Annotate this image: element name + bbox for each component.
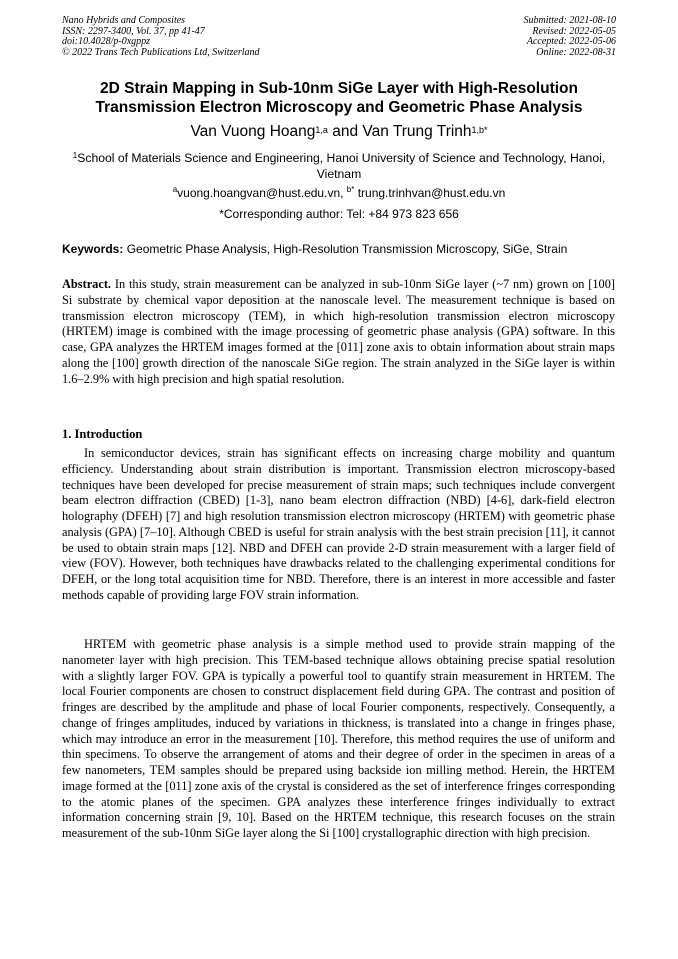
abstract <box>62 277 615 387</box>
corresponding-author: *Corresponding author: Tel: +84 973 823 656 <box>219 207 459 221</box>
abstract-label: Abstract. <box>62 277 112 291</box>
author-2-affiliation-mark: 1,b* <box>471 125 488 135</box>
keywords-text: Geometric Phase Analysis, High-Resolution Transmission Microscopy, SiGe, Strain <box>123 242 568 256</box>
affiliation-mark: 1 <box>72 151 78 160</box>
abstract-text: In this study, strain measurement can be analyzed in sub-10nm SiGe layer (~7 nm) grown on [100] Si substrate by chemical vapor deposition at the nanoscale level. The measurement technique is based on transmission electron microscopy (TEM), in which high-resolution transmission electron microscopy (HRTEM) image is combined with the image processing of geometric phase analysis (GPA) software. In this case, GPA analyzes the HRTEM images formed at the [011] zone axis to obtain information about strain maps along the [100] growth direction of the nanoscale SiGe region. The strain analyzed in the SiGe layer is within 1.6–2.9% with high precision and high spatial resolution. <box>62 277 615 386</box>
paper-title <box>40 79 638 117</box>
accepted-date: Accepted: 2022-05-06 <box>526 36 616 47</box>
introduction-paragraph-2: HRTEM with geometric phase analysis is a simple method used to provide strain mapping of the nanometer layer with high precision. This TEM-based technique allows obtaining precise spatial resolution with a slightly larger FOV. GPA is typically a powerful tool to quantify strain measurement in HRTEM. The local Fourier components are chosen to construct displacement field during GPA. The contrast and position of fringes are described by the amplitude and phase of local Fourier components, respectively. Consequently, a change of fringes amplitudes, induced by variations in thickness, is translated into a change in fringes phase, which may introduce an error in the measurement [10]. Therefore, this method requires the use of uniform and thin specimens. To observe the arrangement of atoms and their degree of order in the specimen in areas of a few nanometers, TEM samples should be prepared using backside ion milling method. Herein, the HRTEM image formed at the [011] zone axis of the crystal is considered as the set of interference fringes corresponding to the atomic planes of the specimen. GPA analyzes these interference fringes individually to extract information concerning strain [9, 10]. Based on the HRTEM technique, this research focuses on the strain measurement of the sub-10nm SiGe layer along the Si [100] crystallographic direction with high precision. <box>62 637 615 840</box>
author-list <box>40 122 638 142</box>
online-date: Online: 2022-08-31 <box>536 46 616 58</box>
section-heading-introduction: 1. Introduction <box>62 427 143 441</box>
revised-date: Revised: 2022-05-05 <box>532 25 616 37</box>
introduction-paragraph-1: In semiconductor devices, strain has significant effects on increasing charge mobility and quantum efficiency. Understanding about strain distribution is important. Transmission electron microscopy-based techniques have been developed for precise measurement of strain maps; such techniques include convergent beam electron diffraction (CBED) [1-3], nano beam electron diffraction (NBD) [4-6], dark-field electron holography (DFEH) [7] and high resolution transmission electron microscopy (HRTEM) with geometric phase analysis (GPA) [7–10]. Although CBED is useful for strain analysis with the best strain precision [11], it cannot be used to obtain strain maps [12]. NBD and DFEH can provide 2-D strain measurement with a larger field of view (FOV). However, both techniques have drawbacks related to the challenging experimental conditions for DFEH, or the long total acquisition time for NBD. Therefore, there is an interest in more accessible and faster methods capable of providing large FOV strain information. <box>62 446 615 602</box>
author-conjunction: and <box>327 123 363 140</box>
email-separator: , <box>340 186 347 200</box>
journal-issn: ISSN: 2297-3400, Vol. 37, pp 41-47 <box>62 25 205 37</box>
author-1-name: Van Vuong Hoang <box>190 123 316 140</box>
keywords <box>62 241 622 257</box>
email-a-mark: a <box>172 185 178 194</box>
affiliation-text: School of Materials Science and Engineering, Hanoi University of Science and Technology, Hanoi, Vietnam <box>77 151 606 181</box>
journal-header-right <box>524 16 617 58</box>
paper-title-line-2: Transmission Electron Microscopy and Geometric Phase Analysis <box>95 99 583 116</box>
paper-title-line-1: 2D Strain Mapping in Sub-10nm SiGe Layer with High-Resolution <box>100 80 578 97</box>
keywords-label: Keywords: <box>62 242 124 256</box>
journal-doi: doi:10.4028/p-0xgppz <box>62 36 151 47</box>
submitted-date: Submitted: 2021-08-10 <box>523 15 616 26</box>
author-1-affiliation-mark: 1,a <box>315 125 328 135</box>
author-emails <box>40 185 638 201</box>
journal-name: Nano Hybrids and Composites <box>62 15 186 26</box>
email-a-link[interactable]: vuong.hoangvan@hust.edu.vn <box>177 186 341 200</box>
email-b-link[interactable]: trung.trinhvan@hust.edu.vn <box>354 186 506 200</box>
affiliation <box>60 150 618 182</box>
email-b-mark: b* <box>346 185 355 194</box>
author-2-name: Van Trung Trinh <box>362 123 472 140</box>
journal-header-left <box>62 16 260 58</box>
journal-copyright: © 2022 Trans Tech Publications Ltd, Switzerland <box>62 46 260 58</box>
